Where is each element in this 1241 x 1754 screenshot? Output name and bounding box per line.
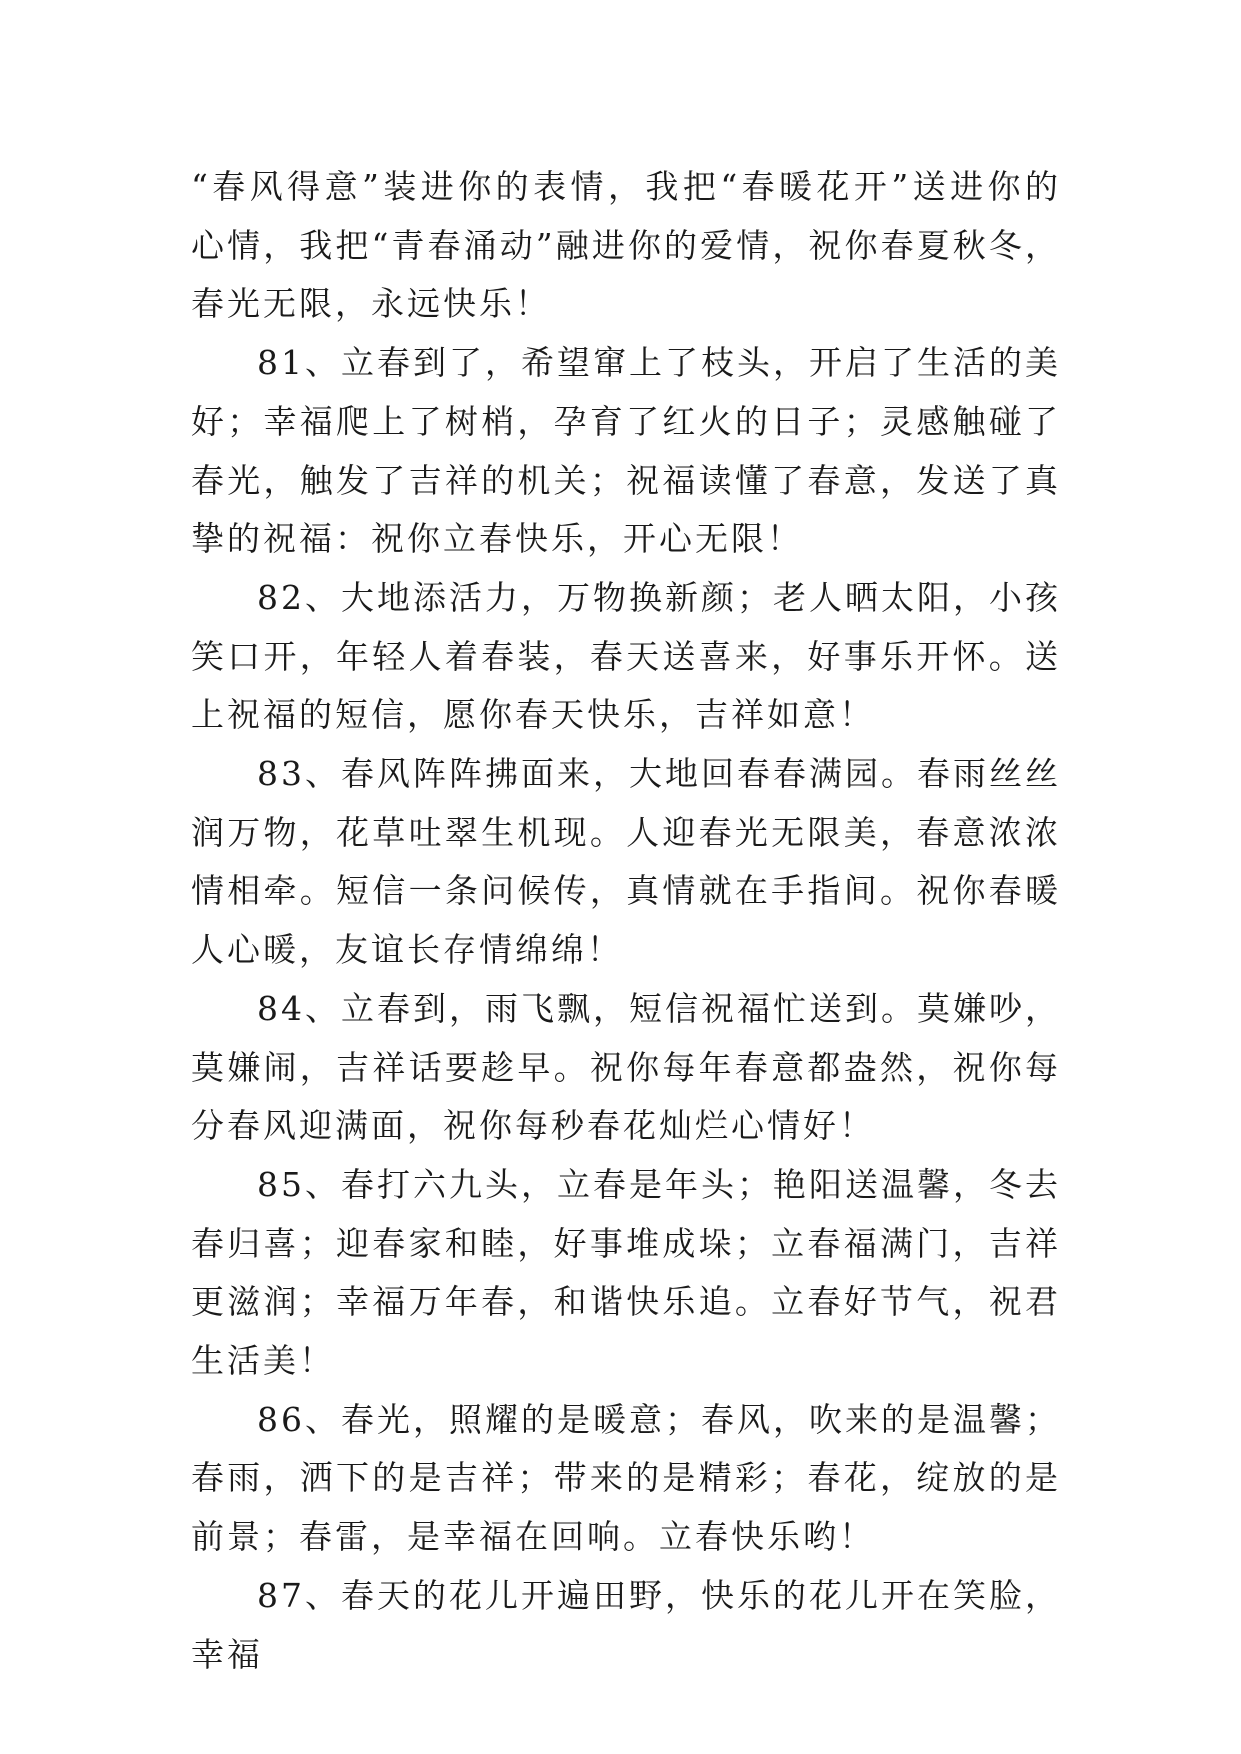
paragraph-84: 84、立春到，雨飞飘，短信祝福忙送到。莫嫌吵，莫嫌闹，吉祥话要趁早。祝你每年春意都盎然，祝你每分春风迎满面，祝你每秒春花灿烂心情好！ bbox=[191, 988, 1061, 1146]
document-body bbox=[191, 158, 1061, 1684]
paragraph-85: 85、春打六九头，立春是年头；艳阳送温馨，冬去春归喜；迎春家和睦，好事堆成垛；立春福满门，吉祥更滋润；幸福万年春，和谐快乐追。立春好节气，祝君生活美！ bbox=[191, 1164, 1061, 1381]
paragraph-87: 87、春天的花儿开遍田野，快乐的花儿开在笑脸，幸福 bbox=[191, 1575, 1061, 1674]
paragraph-86: 86、春光，照耀的是暖意；春风，吹来的是温馨；春雨，洒下的是吉祥；带来的是精彩；春花，绽放的是前景；春雷，是幸福在回响。立春快乐哟！ bbox=[191, 1399, 1061, 1557]
paragraph-81: 81、立春到了，希望窜上了枝头，开启了生活的美好；幸福爬上了树梢，孕育了红火的日子；灵感触碰了春光，触发了吉祥的机关；祝福读懂了春意，发送了真挚的祝福：祝你立春快乐，开心无限！ bbox=[191, 343, 1061, 559]
paragraph-83: 83、春风阵阵拂面来，大地回春春满园。春雨丝丝润万物，花草吐翠生机现。人迎春光无限美，春意浓浓情相牵。短信一条问候传，真情就在手指间。祝你春暖人心暖，友谊长存情绵绵！ bbox=[191, 754, 1061, 970]
paragraph-continued: “春风得意”装进你的表情，我把“春暖花开”送进你的心情，我把“青春涌动”融进你的爱情，祝你春夏秋冬，春光无限，永远快乐！ bbox=[191, 167, 1061, 324]
paragraph-82: 82、大地添活力，万物换新颜；老人晒太阳，小孩笑口开，年轻人着春装，春天送喜来，好事乐开怀。送上祝福的短信，愿你春天快乐，吉祥如意！ bbox=[191, 577, 1061, 735]
